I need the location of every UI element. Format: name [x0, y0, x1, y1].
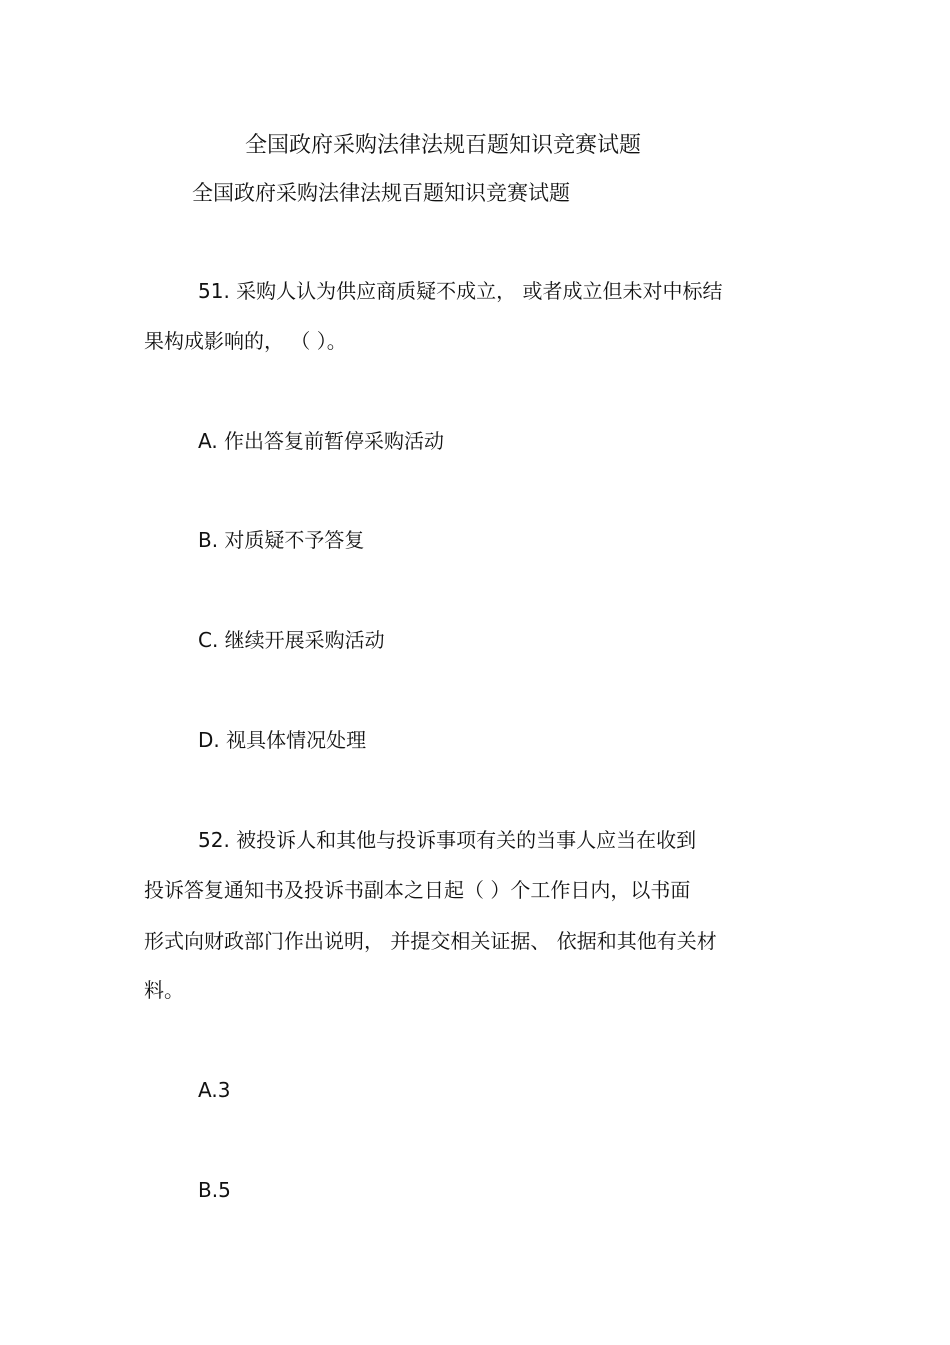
question-52-line-2: 投诉答复通知书及投诉书副本之日起（ ）个工作日内，以书面 — [144, 878, 691, 902]
document-title: 全国政府采购法律法规百题知识竞赛试题 — [245, 133, 642, 158]
question-51-line-1: 51. 采购人认为供应商质疑不成立， 或者成立但未对中标结 — [198, 279, 723, 303]
question-51-option-c: C. 继续开展采购活动 — [198, 628, 385, 652]
question-52-line-3: 形式向财政部门作出说明， 并提交相关证据、 依据和其他有关材 — [144, 929, 717, 953]
question-51-option-d: D. 视具体情况处理 — [198, 728, 367, 752]
question-52-option-b: B.5 — [198, 1178, 231, 1202]
question-51-option-b: B. 对质疑不予答复 — [198, 528, 365, 552]
document-subtitle: 全国政府采购法律法规百题知识竞赛试题 — [192, 181, 570, 205]
question-52-line-4: 料。 — [144, 978, 184, 1002]
question-52-line-1: 52. 被投诉人和其他与投诉事项有关的当事人应当在收到 — [198, 828, 697, 852]
question-51-line-2: 果构成影响的， （ ）。 — [144, 329, 347, 353]
question-52-option-a: A.3 — [198, 1078, 231, 1102]
question-51-option-a: A. 作出答复前暂停采购活动 — [198, 429, 445, 453]
